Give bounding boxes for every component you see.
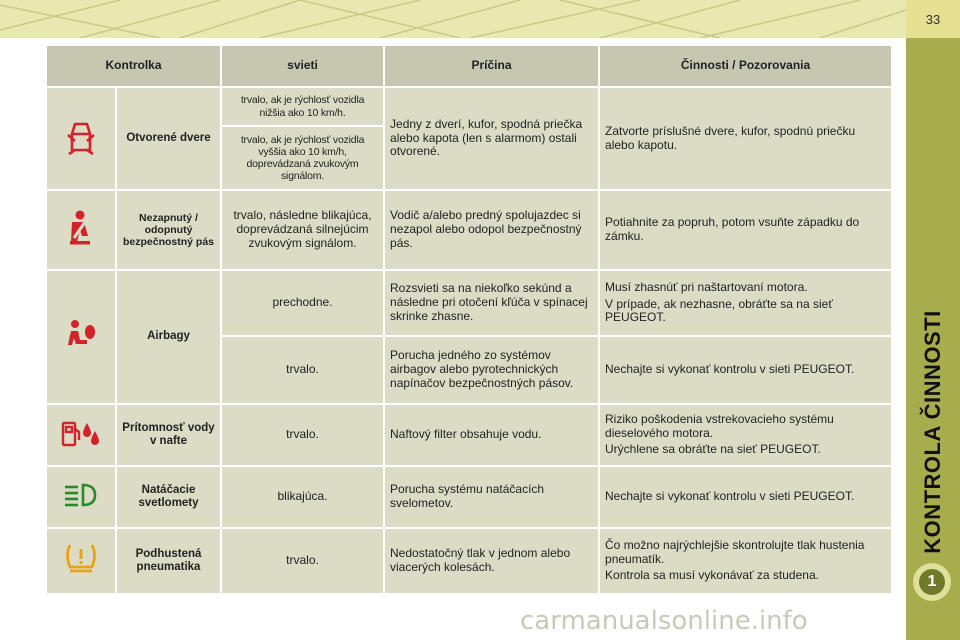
airbag-icon — [47, 271, 115, 403]
row-when-airbags-1: prechodne. — [222, 271, 383, 335]
row-action-airbags-1: Musí zhasnúť pri naštartovaní motora. V prípade, ak nezhasne, obráťte sa na sieť PEUGEOT. — [600, 271, 891, 335]
header-kontrolka: Kontrolka — [47, 46, 220, 86]
row-when-doors-2: trvalo, ak je rýchlosť vozidla vyššia ako 10 km/h, doprevádzaná zvukovým signálom. — [222, 127, 383, 189]
row-action-tyres: Čo možno najrýchlejšie skontrolujte tlak hustenia pneumatík. Kontrola sa musí vykonávať za studena. — [600, 529, 891, 593]
row-cause-seatbelt: Vodič a/alebo predný spolujazdec si nezapol alebo odopol bezpečnostný pás. — [385, 191, 598, 269]
row-name-water: Prítomnosť vody v nafte — [117, 405, 220, 465]
row-cause-airbags-1: Rozsvieti sa na niekoľko sekúnd a následne pri otočení kľúča v spínacej skrinke zhasne. — [385, 271, 598, 335]
row-action-seatbelt: Potiahnite za popruh, potom vsuňte západku do zámku. — [600, 191, 891, 269]
row-action-airbags-2: Nechajte si vykonať kontrolu v sieti PEUGEOT. — [600, 337, 891, 403]
row-when-water: trvalo. — [222, 405, 383, 465]
table-row — [47, 405, 891, 465]
chapter-number: 1 — [919, 569, 945, 595]
row-when-airbags-2: trvalo. — [222, 337, 383, 403]
door-open-icon — [47, 88, 115, 189]
table-row — [47, 467, 891, 527]
row-when-doors-1: trvalo, ak je rýchlosť vozidla nižšia ako 10 km/h. — [222, 88, 383, 125]
row-action-doors: Zatvorte príslušné dvere, kufor, spodnú priečku alebo kapotu. — [600, 88, 891, 189]
row-name-tyres: Podhustená pneumatika — [117, 529, 220, 593]
row-cause-water: Naftový filter obsahuje vodu. — [385, 405, 598, 465]
warning-lights-table — [45, 44, 893, 595]
row-cause-headlamps: Porucha systému natáčacích svelometov. — [385, 467, 598, 527]
header-pricina: Príčina — [385, 46, 598, 86]
table-row — [47, 191, 891, 269]
row-when-seatbelt: trvalo, následne blikajúca, doprevádzaná silnejúcim zvukovým signálom. — [222, 191, 383, 269]
top-decorative-band — [0, 0, 906, 38]
seatbelt-icon — [47, 191, 115, 269]
row-name-doors: Otvorené dvere — [117, 88, 220, 189]
table-header-row — [47, 46, 891, 86]
row-name-seatbelt: Nezapnutý / odopnutý bezpečnostný pás — [117, 191, 220, 269]
water-in-fuel-icon — [47, 405, 115, 465]
row-action-headlamps: Nechajte si vykonať kontrolu v sieti PEUGEOT. — [600, 467, 891, 527]
row-name-airbags: Airbagy — [117, 271, 220, 403]
table-row — [47, 88, 891, 125]
watermark: carmanualsonline.info — [520, 606, 808, 636]
table-row — [47, 271, 891, 335]
row-action-water: Riziko poškodenia vstrekovacieho systému dieselového motora. Urýchlene sa obráťte na sieť PEUGEOT. — [600, 405, 891, 465]
page-number: 33 — [906, 0, 960, 38]
chapter-badge[interactable] — [913, 563, 951, 601]
row-cause-doors: Jedny z dverí, kufor, spodná priečka alebo kapota (len s alarmom) ostali otvorené. — [385, 88, 598, 189]
table-row — [47, 529, 891, 593]
row-when-headlamps: blikajúca. — [222, 467, 383, 527]
headlamp-icon — [47, 467, 115, 527]
row-name-headlamps: Natáčacie svetlomety — [117, 467, 220, 527]
header-cinnosti: Činnosti / Pozorovania — [600, 46, 891, 86]
row-cause-airbags-2: Porucha jedného zo systémov airbagov alebo pyrotechnických napínačov bezpečnostných pásov. — [385, 337, 598, 403]
tyre-pressure-icon — [47, 529, 115, 593]
header-svieti: svieti — [222, 46, 383, 86]
row-when-tyres: trvalo. — [222, 529, 383, 593]
row-cause-tyres: Nedostatočný tlak v jednom alebo viacerých kolesách. — [385, 529, 598, 593]
section-title: KONTROLA ČINNOSTI — [920, 310, 945, 554]
